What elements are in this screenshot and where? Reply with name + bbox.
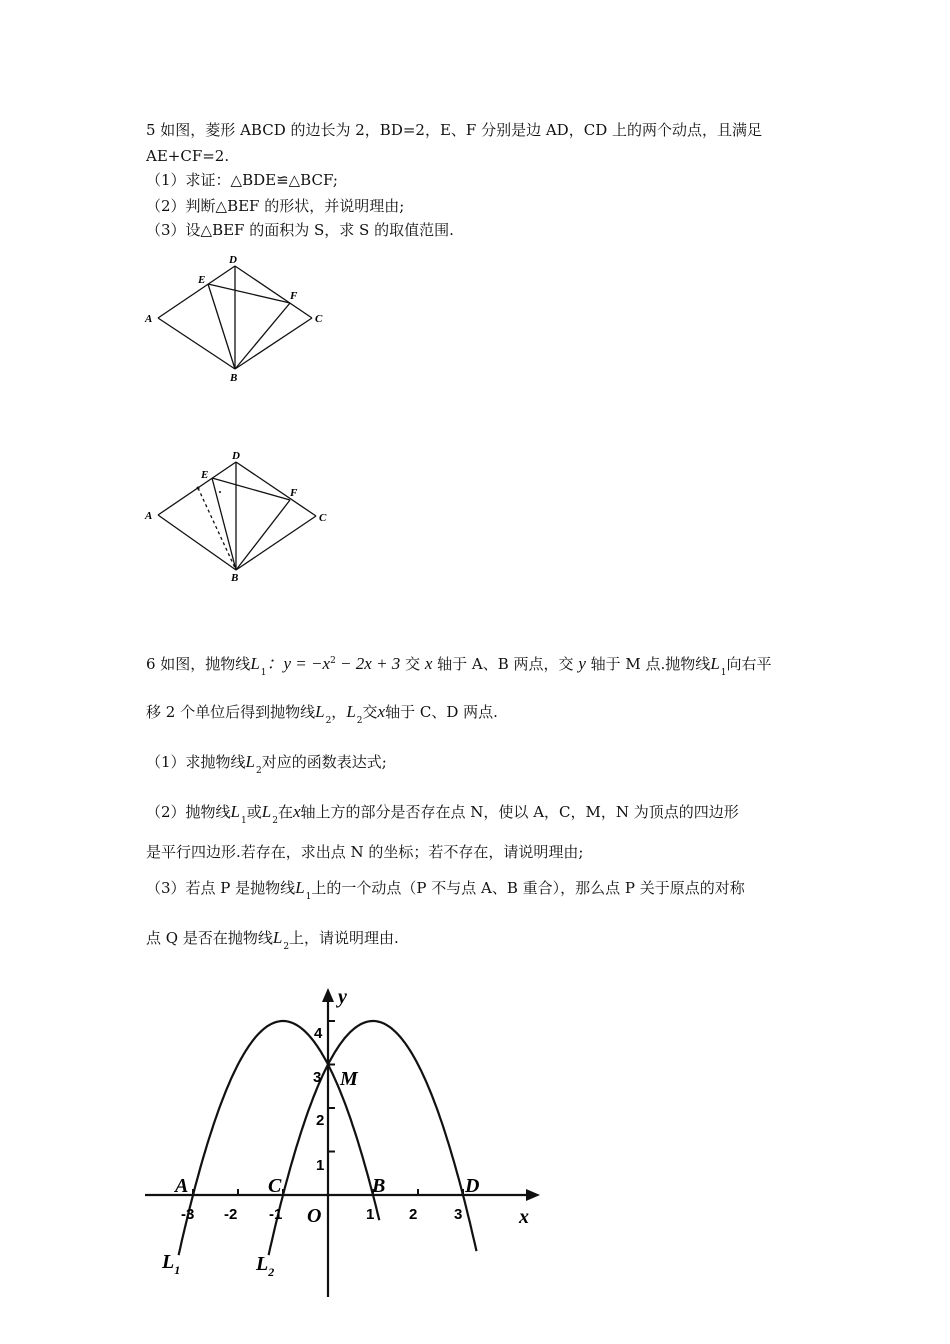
x-tick-label: 2 [409,1206,418,1223]
p6-question-1: （1）求抛物线$L_2$对应的函数表达式; [146,752,387,776]
label-A: A [145,510,153,522]
label-E: E [201,469,209,481]
y-axis-label: y [338,986,347,1008]
p5-question-2: （2）判断△BEF 的形状，并说明理由; [146,197,405,215]
label-B: B [230,372,238,384]
point-B-label: B [372,1175,386,1197]
point-M-label: M [340,1068,358,1090]
label-D: D [229,254,237,266]
point-A-label: A [175,1175,189,1197]
y-tick-label: 1 [316,1157,325,1174]
x-tick-label: 3 [454,1206,463,1223]
label-C: C [319,512,327,524]
curve-L1-label: $L_1$ [162,1251,181,1277]
p6-question-3-line2: 点 Q 是否在抛物线$L_2$上，请说明理由. [146,928,399,952]
p5-statement-line1: 5 如图，菱形 ABCD 的边长为 2，BD=2，E、F 分别是边 AD，CD 上的两个动点，且满足 [146,121,762,139]
p6-statement-line1: 6 如图，抛物线$L_1$：$y = -x^2 - 2x + 3$ 交 x 轴于 A、B 两点，交 y 轴于 M 点.抛物线$L_1$向右平 [146,654,772,678]
curve-L2-label: $L_2$ [256,1253,275,1279]
x-tick-label: -2 [224,1206,238,1223]
x-axis-arrow [526,1189,540,1201]
p6-question-3: （3）若点 P 是抛物线$L_1$上的一个动点（P 不与点 A、B 重合），那么点 P 关于原点的对称 [146,878,745,902]
y-tick-label: 3 [313,1069,322,1086]
label-F: F [290,290,298,302]
x-tick-label: -3 [181,1206,195,1223]
point-D-label: D [465,1175,480,1197]
p5-statement-line2: AE+CF=2. [146,147,230,165]
x-axis-label: x [519,1206,529,1228]
p5-question-1: （1）求证：△BDE≌△BCF; [146,171,338,189]
label-A: A [145,313,153,325]
origin-label: O [307,1205,322,1227]
p6-question-2-line2: 是平行四边形.若存在，求出点 N 的坐标；若不存在，请说明理由; [146,843,584,861]
y-tick-label: 4 [314,1025,323,1042]
label-E: E [198,274,206,286]
x-tick-label: -1 [269,1206,283,1223]
p5-question-3: （3）设△BEF 的面积为 S，求 S 的取值范围. [146,221,454,239]
y-tick-label: 2 [316,1112,325,1129]
p6-statement-line2: 移 2 个单位后得到抛物线$L_2$，$L_2$交x轴于 C、D 两点. [146,702,498,726]
label-D: D [232,450,240,462]
label-B: B [231,572,239,584]
x-tick-label: 1 [366,1206,375,1223]
y-axis-arrow [322,988,334,1002]
label-F: F [290,487,298,499]
point-C-label: C [268,1175,282,1197]
p6-question-2: （2）抛物线$L_1$或$L_2$在x轴上方的部分是否存在点 N，使以 A，C，M，N 为顶点的四边形 [146,802,739,826]
label-C: C [315,313,323,325]
